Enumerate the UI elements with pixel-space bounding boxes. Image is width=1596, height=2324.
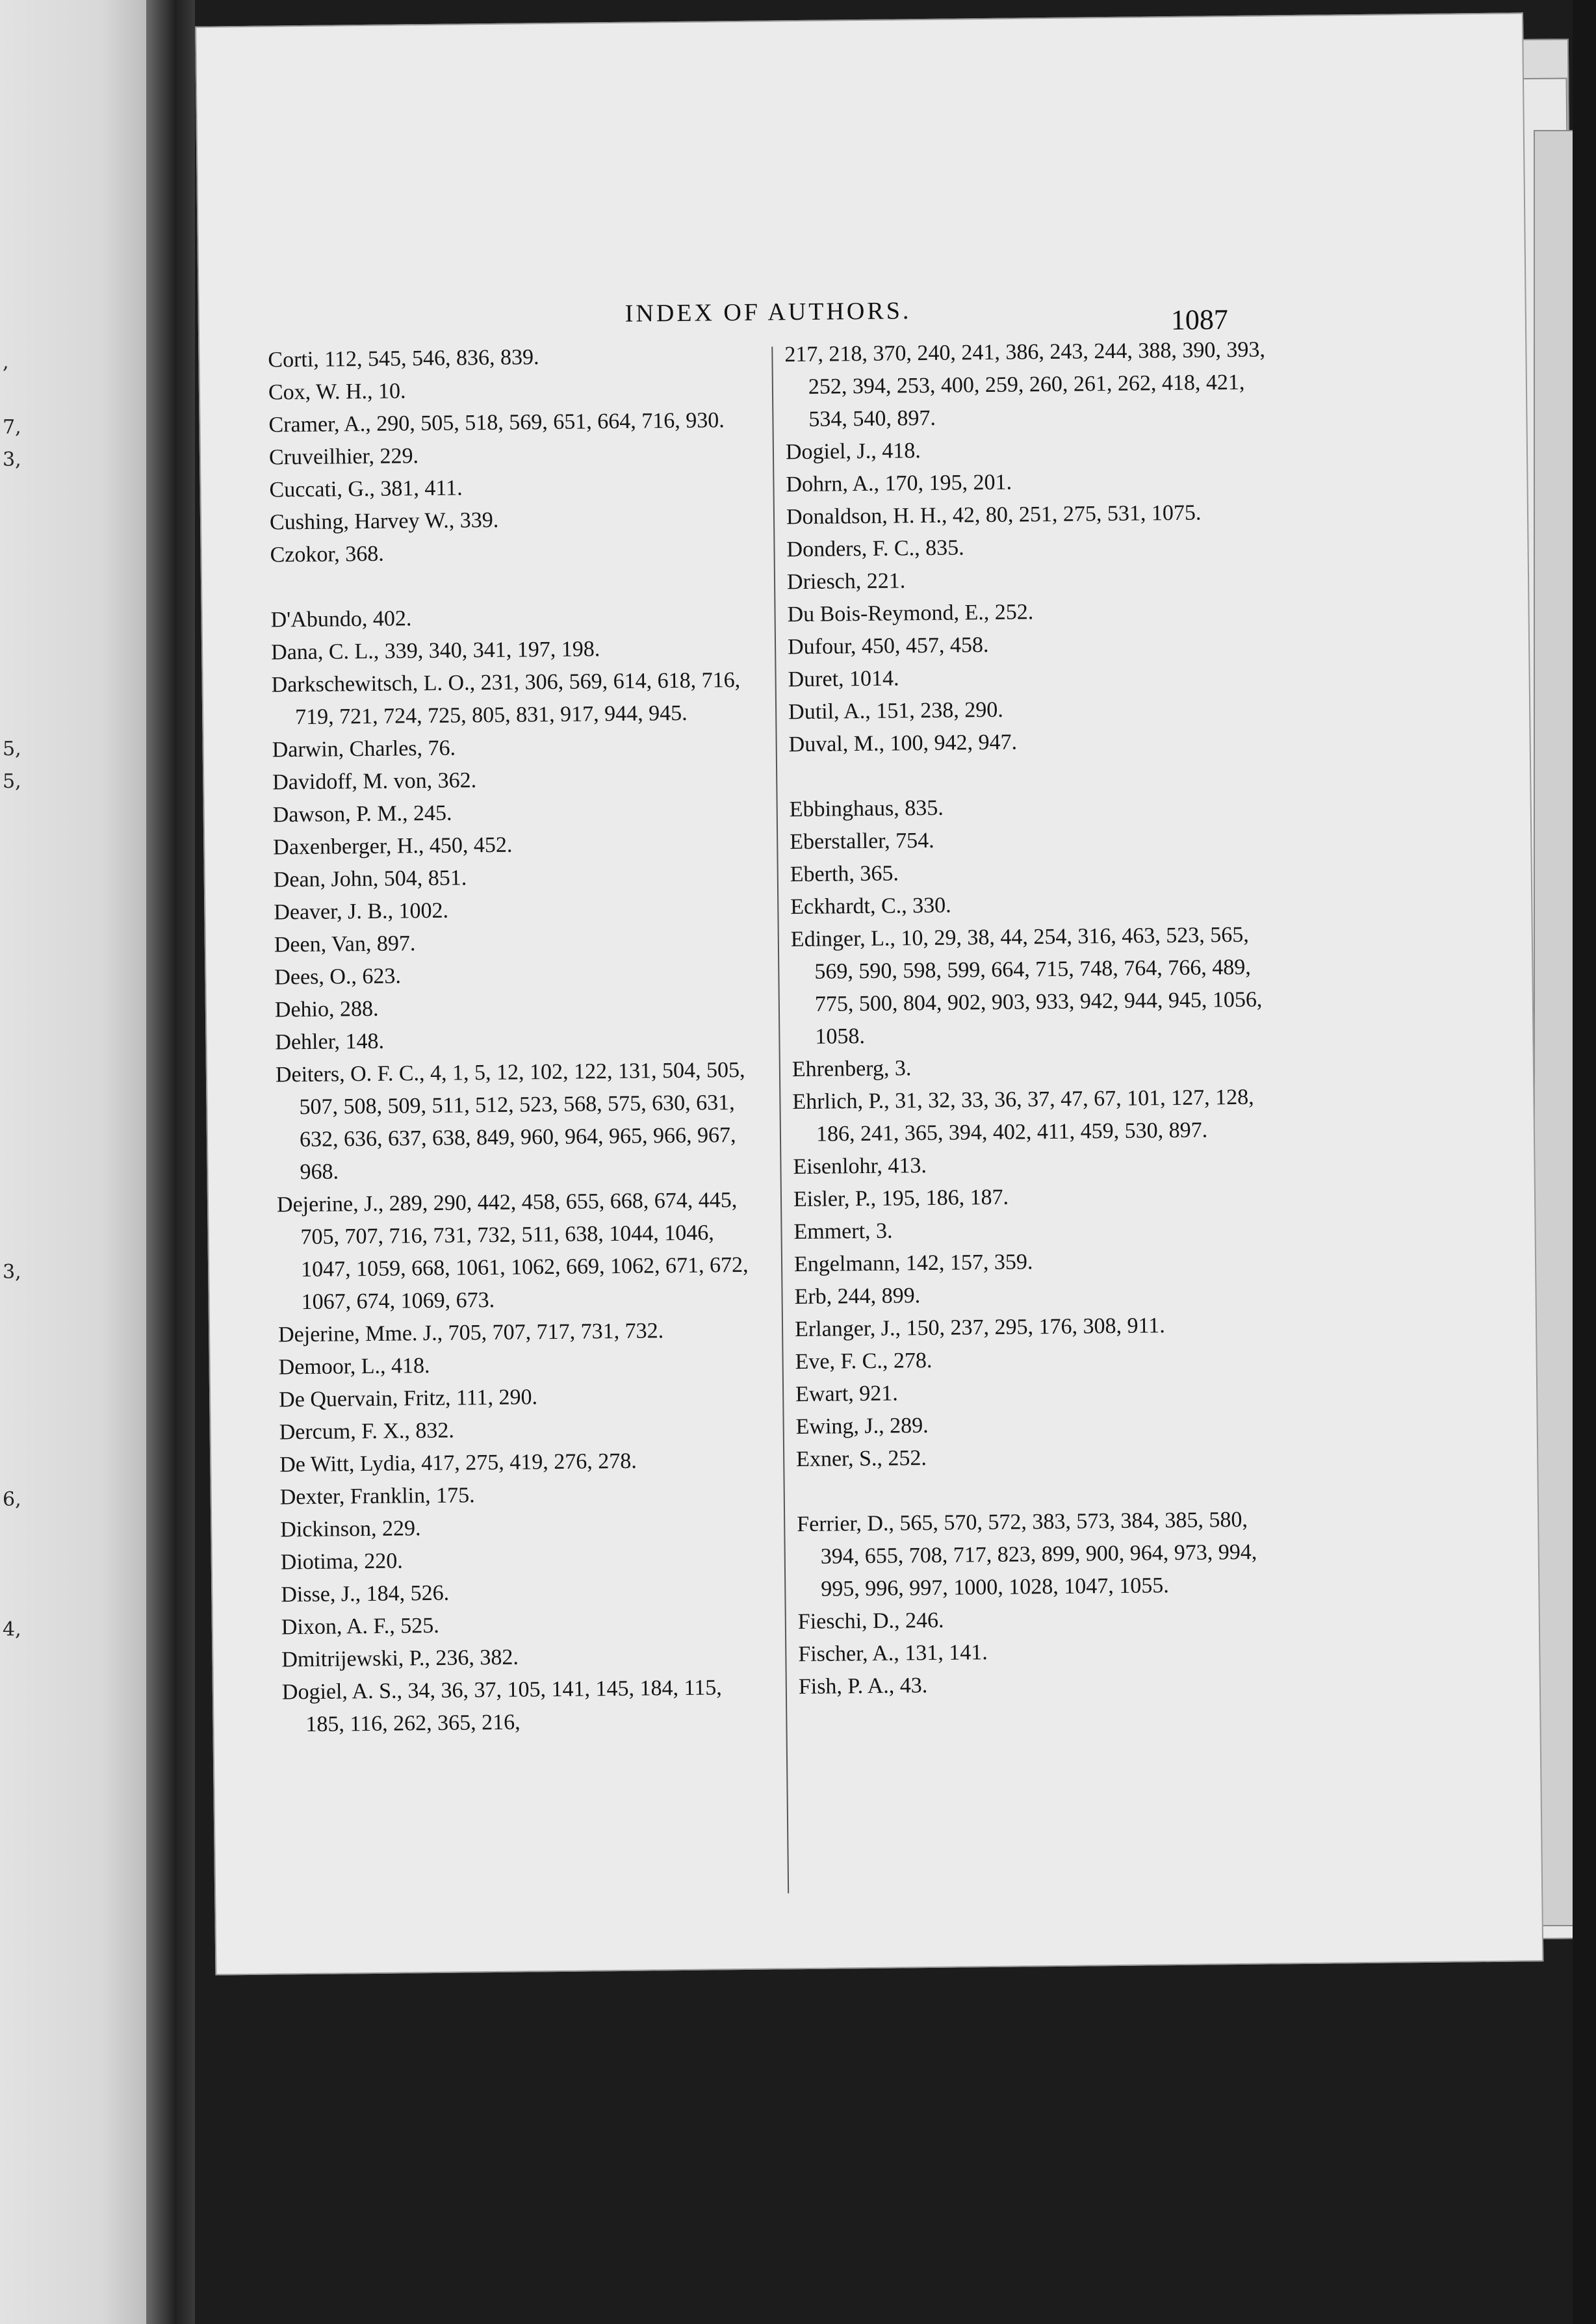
- index-entry: Dehio, 288.: [274, 996, 379, 1022]
- index-entry: Dees, O., 623.: [274, 964, 402, 990]
- left-page-fragment: 3,: [3, 1261, 21, 1284]
- index-entry: Driesch, 221.: [786, 569, 906, 595]
- index-entry: Ferrier, D., 565, 570, 572, 383, 573, 384, 385, 580, 394, 655, 708, 717, 823, 899, 900, 964, 973, 994, 995, 996, 997, 1000, 1028, 1047, 1055.: [797, 1507, 1257, 1601]
- index-entry: Fischer, A., 131, 141.: [798, 1640, 988, 1667]
- index-entry: Fieschi, D., 246.: [797, 1608, 944, 1634]
- index-entry: De Witt, Lydia, 417, 275, 419, 276, 278.: [279, 1449, 637, 1477]
- index-entry: Donders, F. C., 835.: [786, 536, 964, 562]
- index-entry: Dexter, Franklin, 175.: [279, 1483, 475, 1510]
- index-entry: Erb, 244, 899.: [794, 1284, 921, 1310]
- left-page-fragment: 5,: [3, 738, 21, 760]
- index-entry: Edinger, L., 10, 29, 38, 44, 254, 316, 463, 523, 565, 569, 590, 598, 599, 664, 715, 748, 764, 766, 489, 775, 500, 804, 902, 903, 933, 942, 944, 945, 1056, 1058.: [790, 922, 1263, 1049]
- index-entry: Davidoff, M. von, 362.: [272, 768, 477, 795]
- section-gap: [789, 756, 1270, 794]
- index-entry: Dmitrijewski, P., 236, 382.: [281, 1645, 519, 1672]
- index-entry: Cramer, A., 290, 505, 518, 569, 651, 664, 716, 930.: [268, 408, 725, 437]
- index-entry: De Quervain, Fritz, 111, 290.: [278, 1385, 538, 1412]
- index-entry: Dean, John, 504, 851.: [273, 866, 467, 892]
- index-entry: Eisler, P., 195, 186, 187.: [793, 1185, 1009, 1212]
- index-entry: Dejerine, Mme. J., 705, 707, 717, 731, 732.: [277, 1319, 664, 1347]
- index-entry: Deaver, J. B., 1002.: [274, 898, 449, 925]
- background-right: [1573, 0, 1596, 2324]
- index-entry: Ehrlich, P., 31, 32, 33, 36, 37, 47, 67, 101, 127, 128, 186, 241, 365, 394, 402, 411, 459, 530, 897.: [792, 1085, 1254, 1146]
- index-entry: Erlanger, J., 150, 237, 295, 176, 308, 911.: [794, 1313, 1165, 1342]
- index-entry: Ewart, 921.: [795, 1381, 899, 1407]
- index-entry: Czokor, 368.: [270, 541, 384, 567]
- index-entry: Exner, S., 252.: [796, 1446, 927, 1472]
- index-entry: Duret, 1014.: [788, 666, 899, 692]
- index-entry: Dogiel, A. S., 34, 36, 37, 105, 141, 145, 184, 115, 185, 116, 262, 365, 216,: [281, 1675, 722, 1737]
- index-entry: Dixon, A. F., 525.: [281, 1613, 439, 1640]
- index-entry: Ebbinghaus, 835.: [789, 795, 944, 822]
- index-entry: Deen, Van, 897.: [274, 931, 416, 957]
- index-entry: Corti, 112, 545, 546, 836, 839.: [268, 345, 539, 372]
- index-entry: D'Abundo, 402.: [270, 606, 412, 632]
- index-entry: Eckhardt, C., 330.: [790, 893, 951, 920]
- left-page-fragment: 5,: [3, 770, 21, 793]
- index-entry: Engelmann, 142, 157, 359.: [793, 1250, 1033, 1277]
- index-entry: Dejerine, J., 289, 290, 442, 458, 655, 668, 674, 445, 705, 707, 716, 731, 732, 511, 638, 1044, 1046, 1047, 1059, 668, 1061, 1062, 669, 1062, 671, 672, 1067, 674, 1069, 673.: [276, 1188, 749, 1315]
- index-entry: Cruveilhier, 229.: [268, 444, 419, 470]
- index-entry: Du Bois-Reymond, E., 252.: [787, 600, 1034, 627]
- left-page-fragment: 4,: [3, 1618, 21, 1641]
- index-entry: Deiters, O. F. C., 4, 1, 5, 12, 102, 122, 131, 504, 505, 507, 508, 509, 511, 512, 523, 568, 575, 630, 631, 632, 636, 637, 638, 849, 960, 964, 965, 966, 967, 968.: [275, 1057, 745, 1185]
- index-column-right: [784, 333, 1280, 1703]
- index-entry: Disse, J., 184, 526.: [281, 1581, 450, 1607]
- index-entry: Dercum, F. X., 832.: [279, 1418, 455, 1445]
- index-entry: Dogiel, J., 418.: [785, 439, 921, 465]
- index-entry: Donaldson, H. H., 42, 80, 251, 275, 531, 1075.: [786, 500, 1202, 530]
- page-number: 1087: [1170, 303, 1229, 336]
- page-title: INDEX OF AUTHORS.: [624, 297, 912, 328]
- left-page-fragment: 6,: [3, 1488, 21, 1511]
- index-column-left: [268, 339, 763, 1742]
- index-entry: Dufour, 450, 457, 458.: [787, 632, 989, 660]
- index-entry: Cox, W. H., 10.: [268, 379, 406, 405]
- index-entry: Cuccati, G., 381, 411.: [269, 476, 463, 502]
- index-entry: Eberth, 365.: [790, 861, 899, 887]
- left-page-fragment: 7,: [3, 416, 21, 439]
- index-entry: Dickinson, 229.: [280, 1516, 421, 1542]
- index-entry: Dohrn, A., 170, 195, 201.: [786, 470, 1012, 497]
- index-entry: Dutil, A., 151, 238, 290.: [788, 697, 1003, 725]
- index-entry: Eve, F. C., 278.: [795, 1348, 933, 1375]
- section-gap: [270, 567, 751, 604]
- index-entry: Eberstaller, 754.: [790, 828, 934, 855]
- index-entry: Duval, M., 100, 942, 947.: [788, 730, 1018, 757]
- index-entry: Diotima, 220.: [280, 1549, 403, 1575]
- section-gap: [796, 1471, 1277, 1508]
- index-entry: Darkschewitsch, L. O., 231, 306, 569, 614, 618, 716, 719, 721, 724, 725, 805, 831, 917, 944, 945.: [271, 667, 741, 730]
- index-entry: Ehrenberg, 3.: [792, 1056, 912, 1082]
- facing-left-page: [0, 0, 146, 2324]
- index-entry: Daxenberger, H., 450, 452.: [273, 833, 513, 860]
- index-entry: Dana, C. L., 339, 340, 341, 197, 198.: [270, 637, 600, 665]
- index-entry: Fish, P. A., 43.: [798, 1673, 928, 1699]
- left-page-fragment: ,: [3, 351, 9, 374]
- index-entry: Cushing, Harvey W., 339.: [269, 508, 499, 535]
- index-entry: Dehler, 148.: [275, 1029, 385, 1055]
- index-entry: Emmert, 3.: [793, 1219, 893, 1245]
- index-entry: Demoor, L., 418.: [278, 1354, 430, 1380]
- index-entry: 217, 218, 370, 240, 241, 386, 243, 244, 388, 390, 393, 252, 394, 253, 400, 259, 260, 261, 262, 418, 421, 534, 540, 897.: [784, 337, 1266, 432]
- index-page: [195, 12, 1543, 1975]
- index-entry: Ewing, J., 289.: [795, 1414, 929, 1440]
- left-page-fragment: 3,: [3, 448, 21, 471]
- book-gutter: [146, 0, 195, 2324]
- index-entry: Darwin, Charles, 76.: [272, 736, 456, 762]
- index-entry: Dawson, P. M., 245.: [272, 801, 452, 827]
- index-entry: Eisenlohr, 413.: [793, 1154, 927, 1180]
